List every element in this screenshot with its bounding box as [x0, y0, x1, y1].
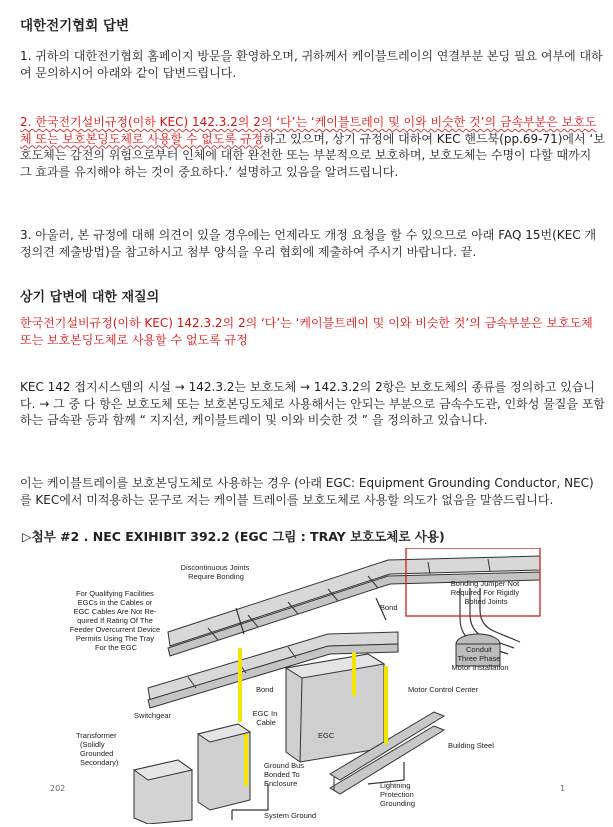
kec-rule-citation: 2. 한국전기설비규정(이하 KEC) 142.3.2의 2의 ‘다’는 ‘케이블트레이 및 이와 비슷한 것’의 금속부분은 보호도체 또는 보호본딩도체로 사용할 수 없도록 규정: [20, 115, 597, 146]
label-system-ground: System Ground: [264, 811, 317, 820]
label-discontinuous-joints: Discontinuous Joints Require Bonding: [180, 563, 250, 581]
label-motor-control-center: Motor Control Center: [408, 685, 479, 694]
motor-control-center: [286, 654, 384, 762]
footer-left: 202: [50, 784, 66, 793]
answer-paragraph-1: 1. 귀하의 대한전기협회 홈페이지 방문을 환영하오며, 귀하께서 케이블트레이의 연결부분 본딩 필요 여부에 대하여 문의하시어 아래와 같이 답변드립니다.: [20, 49, 603, 80]
label-bond-mid: Bond: [256, 685, 274, 694]
transformer: [134, 760, 192, 824]
label-building-steel: Building Steel: [448, 741, 494, 750]
nec-exhibit-figure: [68, 548, 544, 824]
label-bonding-jumper: Bonding Jumper Not Required For Rigidly Bolted Joints: [450, 579, 520, 606]
label-lightning-protection: Lightning Protection Grounding: [380, 781, 416, 808]
red-rule-quote: 한국전기설비규정(이하 KEC) 142.3.2의 2의 ‘다’는 ‘케이블트레이 및 이와 비슷한 것’의 금속부분은 보호도체 또는 보호본딩도체로 사용할 수 없도록 규정: [20, 316, 593, 347]
answer-paragraph-2-rest: 하고 있으며, 상기 규정에 대하여 KEC 핸드북(pp.69-71)에서 ‘보호도체는 감전의 위험으로부터 인체에 대한 완전한 또는 부분적으로 보호하며, 보호도체는 수명이 다할 때까지 그 효과를 유지해야 하는 것이 중요하다.’ 설명하고 있음을 알려드립니다.: [20, 131, 605, 179]
switchgear: [198, 724, 250, 810]
label-qualifying-facilities: For Qualifying Facilities EGCs in the Cables or EGC Cables Are Not Re- quired If Rating Of The Feeder Overcurrent Device Permits Using The Tray For the EGC: [69, 589, 161, 652]
label-switchgear: Switchgear: [134, 711, 172, 720]
label-egc-in-cable: EGC In Cable: [252, 709, 278, 727]
answer-paragraph-3: 3. 아울러, 본 규정에 대해 의견이 있을 경우에는 언제라도 개정 요청을 할 수 있으므로 아래 FAQ 15번(KEC 개정의견 제출방법)을 참고하시고 첨부 양식을 우리 협회에 제출하여 주시기 바랍니다. 끝.: [20, 228, 597, 259]
label-bond-top: Bond: [380, 603, 398, 612]
page-number: 1: [560, 784, 566, 793]
re-inquiry-heading: 상기 답변에 대한 재질의: [20, 290, 160, 305]
label-transformer: Transformer (Solidly Grounded Secondary): [76, 731, 119, 767]
figure-caption: ▷첨부 #2 . NEC EXIHIBIT 392.2 (EGC 그림 : TRAY 보호도체로 사용): [22, 529, 445, 544]
answer-paragraph-2: [20, 114, 605, 180]
inquiry-paragraph-1: KEC 142 접지시스템의 시설 → 142.3.2는 보호도체 → 142.3.2의 2항은 보호도체의 종류를 정의하고 있습니다. → 그 중 다 항은 보호도체 또는 보호본딩도체로 사용해서는 안되는 부분으로 금속수도관, 인화성 물질을 포함하는 금속관 등과 함께 “ 지지선, 케이블트레이 및 이와 비슷한 것 ” 을 정의하고 있습니다.: [20, 380, 605, 427]
label-ground-bus: Ground Bus Bonded To Enclosure: [264, 761, 305, 788]
label-conduit-motor: Conduit Three Phase Motor Installation: [451, 645, 509, 672]
inquiry-paragraph-2: 이는 케이블트레이를 보호본딩도체로 사용하는 경우 (아래 EGC: Equipment Grounding Conductor, NEC) 를 KEC에서 미적용하는 문구로 저는 케이블 트레이를 보호도체로 사용할 의도가 없음을 말씀드립니다.: [20, 476, 594, 507]
label-egc: EGC: [318, 731, 335, 740]
page-title: 대한전기협회 답변: [20, 18, 130, 34]
